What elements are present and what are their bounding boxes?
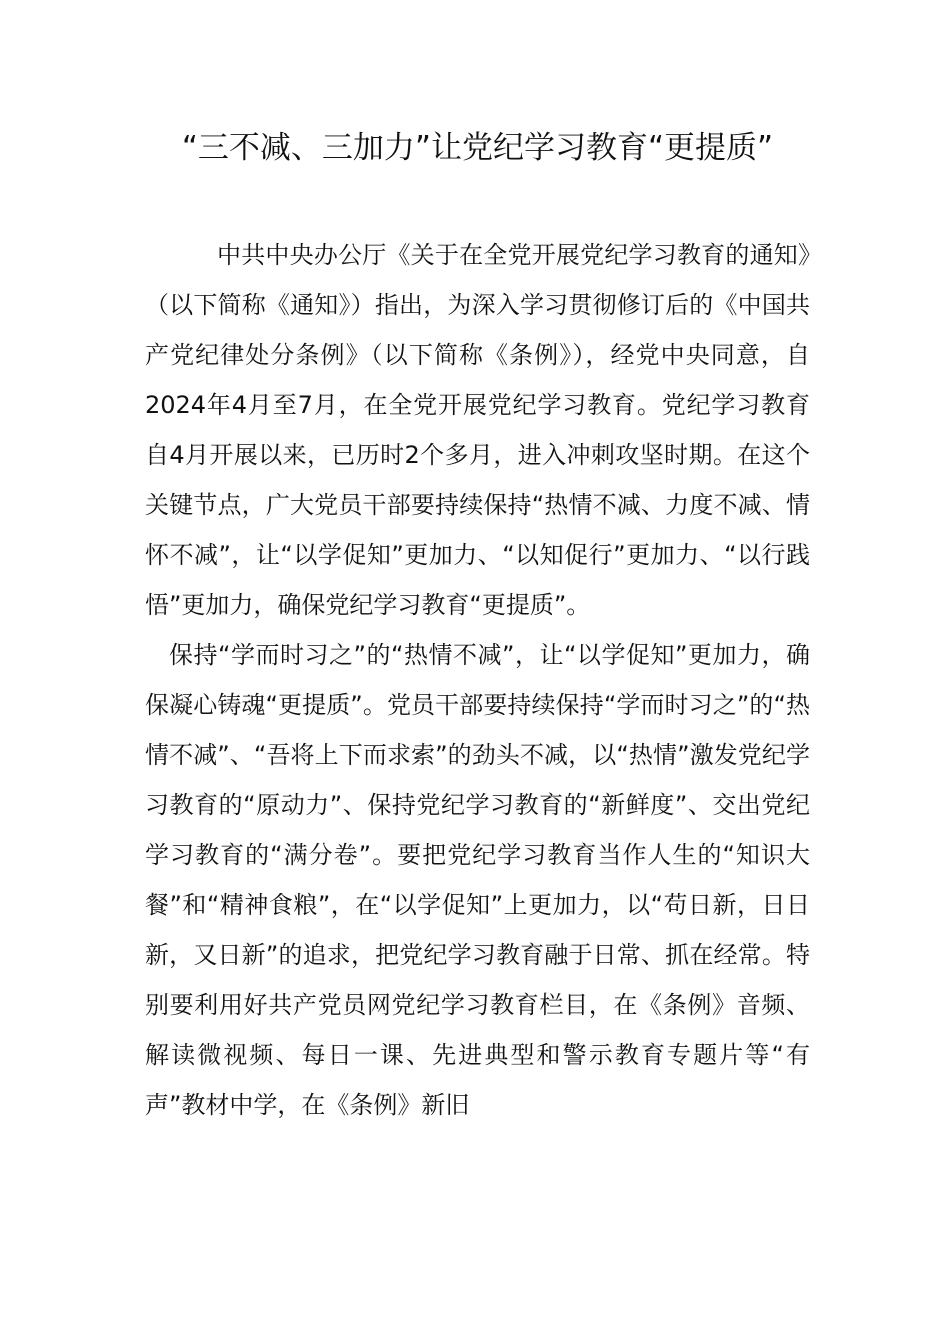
document-title: “三不减、三加力”让党纪学习教育“更提质”	[181, 130, 774, 166]
document-body	[145, 230, 810, 1130]
paragraph-section-1: 保持“学而时习之”的“热情不减”，让“以学促知”更加力，确保凝心铸魂“更提质”。党员干部要持续保持“学而时习之”的“热情不减”、“吾将上下而求索”的劲头不减，以“热情”激发党纪学习教育的“原动力”、保持党纪学习教育的“新鲜度”、交出党纪学习教育的“满分卷”。要把党纪学习教育当作人生的“知识大餐”和“精神食粮”，在“以学促知”上更加力，以“苟日新，日日新，又日新”的追求，把党纪学习教育融于日常、抓在经常。特别要利用好共产党员网党纪学习教育栏目，在《条例》音频、解读微视频、每日一课、先进典型和警示教育专题片等“有声”教材中学，在《条例》新旧	[145, 641, 810, 1119]
paragraph-intro: 中共中央办公厅《关于在全党开展党纪学习教育的通知》（以下简称《通知》）指出，为深入学习贯彻修订后的《中国共产党纪律处分条例》（以下简称《条例》），经党中央同意，自2024年4月至7月，在全党开展党纪学习教育。党纪学习教育自4月开展以来，已历时2个多月，进入冲刺攻坚时期。在这个关键节点，广大党员干部要持续保持“热情不减、力度不减、情怀不减”，让“以学促知”更加力、“以知促行”更加力、“以行践悟”更加力，确保党纪学习教育“更提质”。	[145, 241, 810, 619]
